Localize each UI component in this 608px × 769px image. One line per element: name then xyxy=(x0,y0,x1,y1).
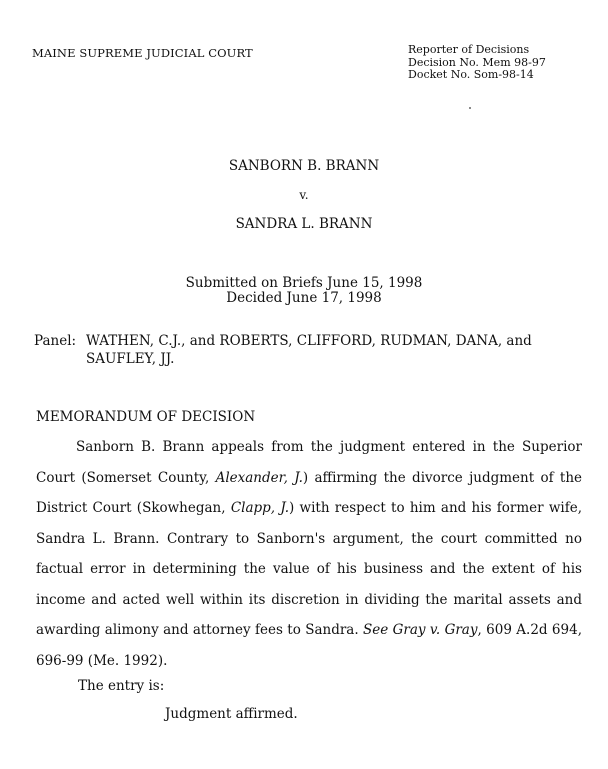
entry-statement: The entry is: xyxy=(78,678,165,694)
paragraph-text-4: , 609 A.2d 694, 696-99 (Me. 1992). xyxy=(36,622,582,669)
submitted-date: Submitted on Briefs June 15, 1998 xyxy=(185,275,423,291)
panel-line-2: SAUFLEY, JJ. xyxy=(86,351,175,367)
panel-line-1: WATHEN, C.J., and ROBERTS, CLIFFORD, RUDMAN, DANA, and xyxy=(86,333,532,349)
defendant-name: SANDRA L. BRANN xyxy=(235,216,373,232)
panel-justices xyxy=(86,332,586,368)
versus: v. xyxy=(299,188,309,202)
docket-number: Docket No. Som-98-14 xyxy=(408,68,534,81)
district-judge: Clapp, J. xyxy=(230,500,289,516)
decision-number: Decision No. Mem 98-97 xyxy=(408,55,546,69)
panel-label: Panel: xyxy=(34,333,77,349)
paragraph-text-3: ) with respect to him and his former wife, Sandra L. Brann. Contrary to Sanborn's argument, the court committed no factual error in determining the value of his business and the extent of his income and acted well within its discretion in dividing the marital assets and awarding alimony and attorney fees to Sandra. xyxy=(36,500,582,638)
decided-date: Decided June 17, 1998 xyxy=(226,290,382,306)
plaintiff-name: SANBORN B. BRANN xyxy=(228,158,380,174)
scan-speck xyxy=(469,107,471,109)
reporter-title: Reporter of Decisions xyxy=(408,43,530,56)
judgment-statement: Judgment affirmed. xyxy=(165,706,298,722)
superior-judge: Alexander, J. xyxy=(215,469,303,486)
court-name: MAINE SUPREME JUDICIAL COURT xyxy=(32,46,253,60)
paragraph-text-2: ) affirming the divorce judgment of the District Court (Skowhegan, xyxy=(36,469,583,516)
reporter-block xyxy=(408,44,546,82)
paragraph-text-1: Sanborn B. Brann appeals from the judgment entered in the Superior Court (Somerset County, xyxy=(36,439,582,486)
case-citation: See Gray v. Gray xyxy=(363,622,478,638)
memo-heading: MEMORANDUM OF DECISION xyxy=(36,409,256,425)
decision-paragraph xyxy=(36,432,582,676)
